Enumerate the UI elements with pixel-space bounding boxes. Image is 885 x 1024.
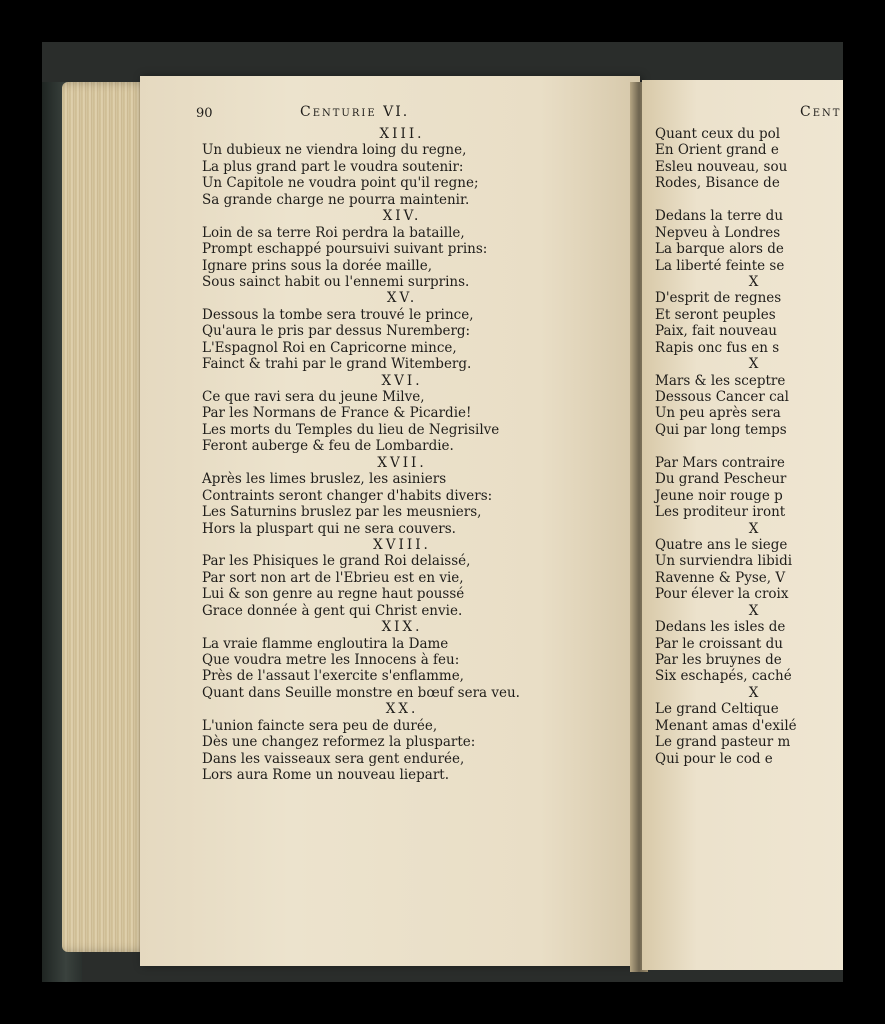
- verse-line: Pour élever la croix: [655, 586, 789, 603]
- page-number: 90: [196, 106, 213, 121]
- verse-line: Dessous Cancer cal: [655, 389, 790, 405]
- verse-line: Lors aura Rome un nouveau liepart.: [202, 767, 450, 784]
- verse-line: Quatre ans le siege: [655, 536, 788, 553]
- verse-line: Les morts du Temples du lieu de Negrisilve: [202, 421, 500, 438]
- verse-line: Un Capitole ne voudra point qu'il regne;: [202, 175, 479, 192]
- verse-line: Prompt eschappé poursuivi suivant prins:: [202, 241, 488, 258]
- quatrain-number: [655, 438, 843, 454]
- verse-line: Ce que ravi sera du jeune Milve,: [202, 389, 425, 405]
- left-page-lines: [202, 126, 562, 784]
- verse-line: Loin de sa terre Roi perdra la bataille,: [202, 224, 465, 241]
- verse-line: En Orient grand e: [655, 142, 779, 159]
- quatrain-number: XVII.: [377, 454, 427, 471]
- verse-line: Par le croissant du: [655, 635, 783, 652]
- verse-line: Près de l'assaut l'exercite s'enflamme,: [202, 668, 464, 685]
- quatrain-number: XVI.: [381, 372, 423, 389]
- verse-line: Du grand Pescheur: [655, 471, 787, 488]
- verse-line: Et seront peuples: [655, 306, 776, 323]
- verse-line: Grace donnée à gent qui Christ envie.: [202, 602, 463, 619]
- verse-line: Par Mars contraire: [655, 454, 785, 471]
- verse-line: Nepveu à Londres: [655, 224, 781, 241]
- verse-line: Un dubieux ne viendra loing du regne,: [202, 142, 467, 159]
- verse-line: Le grand pasteur m: [655, 734, 791, 751]
- verse-line: Quant ceux du pol: [655, 126, 781, 142]
- verse-line: Par sort non art de l'Ebrieu est en vie,: [202, 569, 464, 586]
- right-page-clip: [600, 42, 843, 942]
- verse-line: Par les Normans de France & Picardie!: [202, 405, 472, 422]
- verse-line: Ravenne & Pyse, V: [655, 569, 786, 586]
- verse-line: Qui par long temps: [655, 421, 787, 438]
- quatrain-number: X: [748, 520, 762, 537]
- running-title: Centurie VI.: [300, 104, 410, 120]
- verse-line: Sous sainct habit ou l'ennemi surprins.: [202, 273, 470, 290]
- verse-line: Dans les vaisseaux sera gent endurée,: [202, 750, 465, 767]
- verse-line: Ignare prins sous la dorée maille,: [202, 257, 432, 274]
- right-page-lines: [655, 126, 843, 767]
- verse-line: Par les bruynes de: [655, 652, 782, 668]
- right-running-title: Cent: [800, 104, 842, 120]
- verse-line: Esleu nouveau, sou: [655, 158, 788, 175]
- quatrain-number: X: [748, 602, 762, 619]
- verse-line: Un peu après sera: [655, 405, 781, 422]
- right-page-text: [655, 104, 843, 767]
- verse-line: Mars & les sceptre: [655, 372, 786, 389]
- verse-line: L'Espagnol Roi en Capricorne mince,: [202, 339, 457, 356]
- quatrain-number: X: [748, 273, 762, 290]
- quatrain-number: XIV.: [382, 208, 422, 225]
- verse-line: La liberté feinte se: [655, 257, 785, 274]
- verse-line: Dès une changez reformez la plusparte:: [202, 734, 476, 751]
- page-edges: [62, 82, 152, 952]
- verse-line: Les Saturnins bruslez par les meusniers,: [202, 504, 482, 521]
- verse-line: Qui pour le cod e: [655, 750, 773, 767]
- verse-line: Contraints seront changer d'habits divers:: [202, 487, 493, 504]
- left-page-text: [196, 104, 562, 784]
- quatrain-number: X: [748, 356, 762, 373]
- verse-line: Quant dans Seuille monstre en bœuf sera veu.: [202, 684, 520, 701]
- verse-line: Le grand Celtique: [655, 701, 779, 718]
- quatrain-number: [655, 192, 843, 208]
- verse-line: Après les limes bruslez, les asiniers: [202, 471, 447, 488]
- verse-line: Qu'aura le pris par dessus Nuremberg:: [202, 323, 471, 340]
- verse-line: Dessous la tombe sera trouvé le prince,: [202, 306, 474, 323]
- quatrain-number: XIX.: [381, 619, 423, 636]
- quatrain-number: XV.: [386, 290, 418, 307]
- verse-line: La barque alors de: [655, 241, 784, 258]
- verse-line: Rapis onc fus en s: [655, 339, 780, 356]
- verse-line: La vraie flamme engloutira la Dame: [202, 635, 449, 652]
- quatrain-number: X: [748, 684, 762, 701]
- verse-line: Rodes, Bisance de: [655, 175, 780, 192]
- verse-line: L'union faincte sera peu de durée,: [202, 717, 438, 734]
- verse-line: La plus grand part le voudra soutenir:: [202, 158, 464, 175]
- verse-line: Que voudra metre les Innocens à feu:: [202, 652, 460, 668]
- verse-line: Menant amas d'exilé: [655, 717, 797, 734]
- verse-line: Lui & son genre au regne haut poussé: [202, 586, 465, 603]
- left-page-header: [196, 104, 562, 126]
- verse-line: Sa grande charge ne pourra maintenir.: [202, 191, 470, 208]
- verse-line: Un surviendra libidi: [655, 553, 793, 570]
- verse-line: Fainct & trahi par le grand Witemberg.: [202, 356, 472, 373]
- quatrain-number: XX.: [385, 701, 419, 718]
- verse-line: Feront auberge & feu de Lombardie.: [202, 438, 454, 455]
- right-page-header: [655, 104, 843, 126]
- quatrain-number: XIII.: [379, 126, 425, 142]
- verse-line: Dedans les isles de: [655, 619, 786, 636]
- verse-line: Hors la pluspart qui ne sera couvers.: [202, 520, 456, 537]
- verse-line: Six eschapés, caché: [655, 668, 792, 685]
- verse-line: Jeune noir rouge p: [655, 487, 783, 504]
- verse-line: Dedans la terre du: [655, 208, 784, 225]
- verse-line: Paix, fait nouveau: [655, 323, 777, 340]
- verse-line: Les proditeur iront: [655, 504, 786, 521]
- verse-line: Par les Phisiques le grand Roi delaissé,: [202, 553, 471, 570]
- verse-line: D'esprit de regnes: [655, 290, 782, 307]
- quatrain-number: XVIII.: [373, 536, 431, 553]
